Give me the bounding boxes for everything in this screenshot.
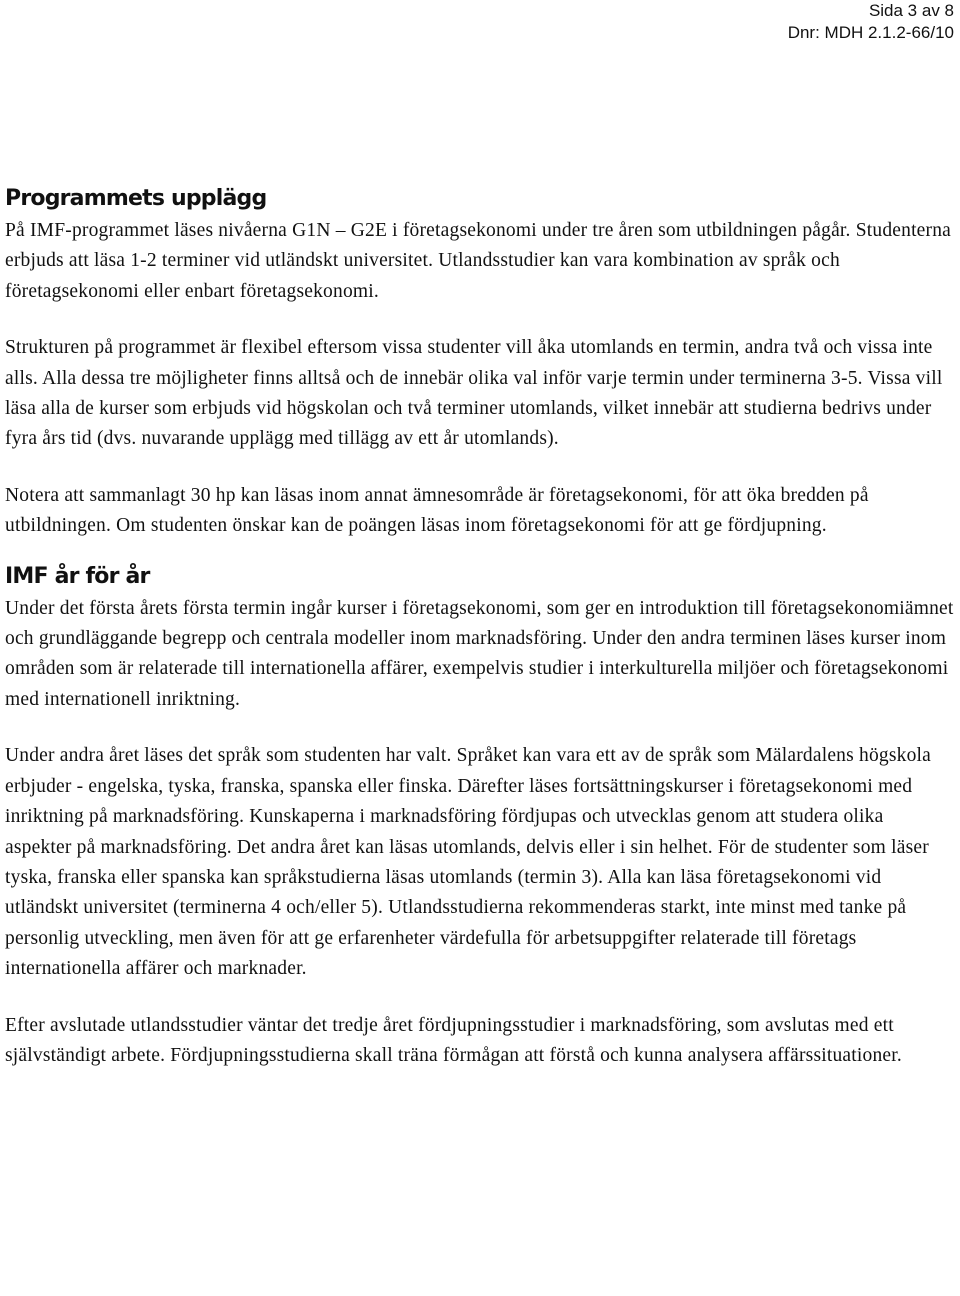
document-body — [5, 182, 955, 1071]
document-reference: Dnr: MDH 2.1.2-66/10 — [787, 23, 954, 42]
paragraph: Under det första årets första termin ingår kurser i företagsekonomi, som ger en introduktion till företagsekonomiämnet och grundläggande begrepp och centrala modeller inom marknadsföring. Under den andra terminen läses kurser inom områden som är relaterade till internationella affärer, exempelvis studier i interkulturella miljöer och företagsekonomi med internationell inriktning. — [5, 597, 954, 710]
paragraph: Strukturen på programmet är flexibel eftersom vissa studenter vill åka utomlands en termin, andra två och vissa inte alls. Alla dessa tre möjligheter finns alltså och de innebär olika val inför varje termin under terminerna 3-5. Vissa vill läsa alla de kurser som erbjuds vid högskolan och två terminer utomlands, vilket innebär att studierna bedrivs under fyra års tid (dvs. nuvarande upplägg med tillägg av ett år utomlands). — [5, 337, 943, 450]
section-programmets-upplagg — [5, 182, 955, 542]
paragraph: Efter avslutade utlandsstudier väntar det tredje året fördjupningsstudier i marknadsföring, som avslutas med ett självständigt arbete. Fördjupningsstudierna skall träna förmågan att förstå och kunna analysera affärssituationer. — [5, 1014, 902, 1066]
paragraph: Notera att sammanlagt 30 hp kan läsas inom annat ämnesområde är företagsekonomi, för att öka bredden på utbildningen. Om studenten önskar kan de poängen läsas inom företagsekonomi för att ge fördjupning. — [5, 484, 869, 537]
section-heading: IMF år för år — [5, 563, 150, 589]
page-number: Sida 3 av 8 — [868, 1, 954, 20]
paragraph: På IMF-programmet läses nivåerna G1N – G2E i företagsekonomi under tre åren som utbildningen pågår. Studenterna erbjuds att läsa 1-2 terminer vid utländskt universitet. Utlandsstudier kan vara kombination av språk och företagsekonomi eller enbart företagsekonomi. — [5, 220, 952, 302]
section-heading: Programmets upplägg — [5, 186, 267, 211]
page-header — [634, 0, 954, 44]
section-imf-ar-for-ar — [5, 560, 955, 1072]
paragraph: Under andra året läses det språk som studenten har valt. Språket kan vara ett av de språk som Mälardalens högskola erbjuder - engelska, tyska, franska, spanska eller finska. Därefter läses fortsättningskurser i företagsekonomi med inriktning på marknadsföring. Kunskaperna i marknadsföring fördjupas och utvecklas genom att studera olika aspekter på marknadsföring. Det andra året kan läsas utomlands, delvis eller i sin helhet. För de studenter som läser tyska, franska eller spanska kan språkstudierna läsas utomlands (termin 3). Alla kan läsa företagsekonomi vid utländskt universitet (terminerna 4 och/eller 5). Utlandsstudierna rekommenderas starkt, inte minst med tanke på personlig utveckling, men även för att ge erfarenheter värdefulla för arbetsuppgifter relaterade till företags internationella affärer och marknader. — [5, 745, 932, 980]
